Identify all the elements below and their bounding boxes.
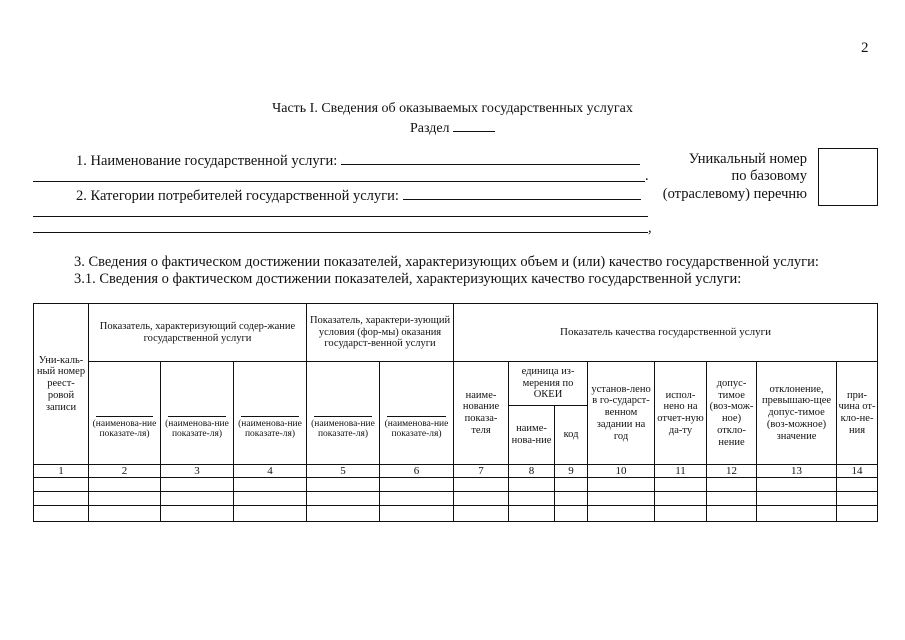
subheader-content-3 <box>234 362 307 465</box>
table-cell[interactable] <box>509 492 555 506</box>
consumers-line-3[interactable] <box>33 232 648 233</box>
col-number: 12 <box>707 465 757 478</box>
table-cell[interactable] <box>757 492 837 506</box>
header-deviation-reason: при-чина от-кло-не-ния <box>837 362 878 465</box>
table-cell[interactable] <box>307 492 380 506</box>
col-number: 14 <box>837 465 878 478</box>
service-name-line-2[interactable] <box>33 181 645 182</box>
header-quality-name: наиме-нование показа-теля <box>454 362 509 465</box>
col-number: 10 <box>588 465 655 478</box>
col-number: 2 <box>89 465 161 478</box>
table-cell[interactable] <box>380 492 454 506</box>
table-cell[interactable] <box>161 478 234 492</box>
table-row <box>34 506 878 522</box>
table-cell[interactable] <box>707 478 757 492</box>
header-conditions-indicator: Показатель, характери-зующий условия (фор-мы) оказания государст-венной услуги <box>307 304 454 362</box>
consumers-blank[interactable] <box>403 186 641 200</box>
col-number: 8 <box>509 465 555 478</box>
table-cell[interactable] <box>757 478 837 492</box>
table-row <box>34 478 878 492</box>
unique-number-box[interactable] <box>818 148 878 206</box>
table-cell[interactable] <box>454 492 509 506</box>
subheader-conditions-1 <box>307 362 380 465</box>
consumers-line-2[interactable] <box>33 216 648 217</box>
table-cell[interactable] <box>380 478 454 492</box>
table-cell[interactable] <box>837 492 878 506</box>
table-cell[interactable] <box>34 478 89 492</box>
header-unit: единица из-мерения по ОКЕИ <box>509 362 588 406</box>
page-number: 2 <box>861 40 869 56</box>
table-cell[interactable] <box>234 492 307 506</box>
table-cell[interactable] <box>454 478 509 492</box>
table-cell[interactable] <box>655 478 707 492</box>
col-number: 5 <box>307 465 380 478</box>
header-executed: испол-нено на отчет-ную да-ту <box>655 362 707 465</box>
table-cell[interactable] <box>89 506 161 522</box>
line-end-mark: . <box>645 168 649 184</box>
service-name-label: 1. Наименование государственной услуги: <box>76 153 338 169</box>
table-cell[interactable] <box>555 478 588 492</box>
table-cell[interactable] <box>588 506 655 522</box>
table-cell[interactable] <box>555 506 588 522</box>
table-cell[interactable] <box>588 492 655 506</box>
col-number: 11 <box>655 465 707 478</box>
table-cell[interactable] <box>837 478 878 492</box>
indicator-name-label: (наименова-ние показате-ля) <box>165 418 229 440</box>
table-cell[interactable] <box>707 506 757 522</box>
table-cell[interactable] <box>161 492 234 506</box>
service-name-blank[interactable] <box>341 151 640 165</box>
col-number: 6 <box>380 465 454 478</box>
unique-number-label-1: Уникальный номер <box>688 151 807 167</box>
consumers-label: 2. Категории потребителей государственной услуги: <box>76 188 399 204</box>
table-cell[interactable] <box>707 492 757 506</box>
consumers-field <box>76 186 641 205</box>
table-cell[interactable] <box>34 506 89 522</box>
col-number: 9 <box>555 465 588 478</box>
table-cell[interactable] <box>509 478 555 492</box>
line-end-mark-2: , <box>648 220 652 236</box>
quality-indicators-table <box>33 303 878 522</box>
subheader-content-2 <box>161 362 234 465</box>
table-cell[interactable] <box>89 492 161 506</box>
indicator-name-label: (наименова-ние показате-ля) <box>238 418 302 440</box>
subheader-content-1 <box>89 362 161 465</box>
header-unit-name: наиме-нова-ние <box>509 406 555 465</box>
col-number: 3 <box>161 465 234 478</box>
section-3-heading: 3. Сведения о фактическом достижении показателей, характеризующих объем и (или) качество государственной услуги: <box>74 254 819 270</box>
unique-number-label-2: по базовому <box>731 168 807 184</box>
col-number: 7 <box>454 465 509 478</box>
table-cell[interactable] <box>454 506 509 522</box>
table-cell[interactable] <box>655 506 707 522</box>
table-cell[interactable] <box>161 506 234 522</box>
header-allowed-deviation: допус-тимое (воз-мож-ное) откло-нение <box>707 362 757 465</box>
header-quality-indicator: Показатель качества государственной услуги <box>454 304 878 362</box>
col-number: 1 <box>34 465 89 478</box>
table-cell[interactable] <box>757 506 837 522</box>
service-name-field <box>76 151 640 170</box>
table-cell[interactable] <box>380 506 454 522</box>
header-unit-code: код <box>555 406 588 465</box>
table-cell[interactable] <box>555 492 588 506</box>
table-cell[interactable] <box>588 478 655 492</box>
table-cell[interactable] <box>234 506 307 522</box>
section-line <box>0 118 905 137</box>
header-content-indicator: Показатель, характеризующий содер-жание государственной услуги <box>89 304 307 362</box>
header-registry-number: Уни-каль-ный номер реест-ровой записи <box>34 304 89 465</box>
table-cell[interactable] <box>655 492 707 506</box>
col-number: 13 <box>757 465 837 478</box>
table-cell[interactable] <box>234 478 307 492</box>
subheader-conditions-2 <box>380 362 454 465</box>
section-label: Раздел <box>409 121 450 136</box>
table-cell[interactable] <box>34 492 89 506</box>
header-excess-deviation: отклонение, превышаю-щее допус-тимое (воз-можное) значение <box>757 362 837 465</box>
header-approved: установ-лено в го-сударст-венном задании на год <box>588 362 655 465</box>
table-cell[interactable] <box>837 506 878 522</box>
table-row <box>34 492 878 506</box>
table-cell[interactable] <box>307 478 380 492</box>
col-number: 4 <box>234 465 307 478</box>
table-cell[interactable] <box>307 506 380 522</box>
unique-number-label-3: (отраслевому) перечню <box>662 186 807 202</box>
table-cell[interactable] <box>89 478 161 492</box>
indicator-name-label: (наименова-ние показате-ля) <box>311 418 375 440</box>
table-cell[interactable] <box>509 506 555 522</box>
section-3-1-heading: 3.1. Сведения о фактическом достижении показателей, характеризующих качество государственной услуги: <box>74 271 742 287</box>
part-title: Часть I. Сведения об оказываемых государственных услугах <box>272 101 633 116</box>
indicator-name-label: (наименова-ние показате-ля) <box>384 418 449 440</box>
section-blank[interactable] <box>453 118 495 132</box>
indicator-name-label: (наименова-ние показате-ля) <box>92 418 157 440</box>
